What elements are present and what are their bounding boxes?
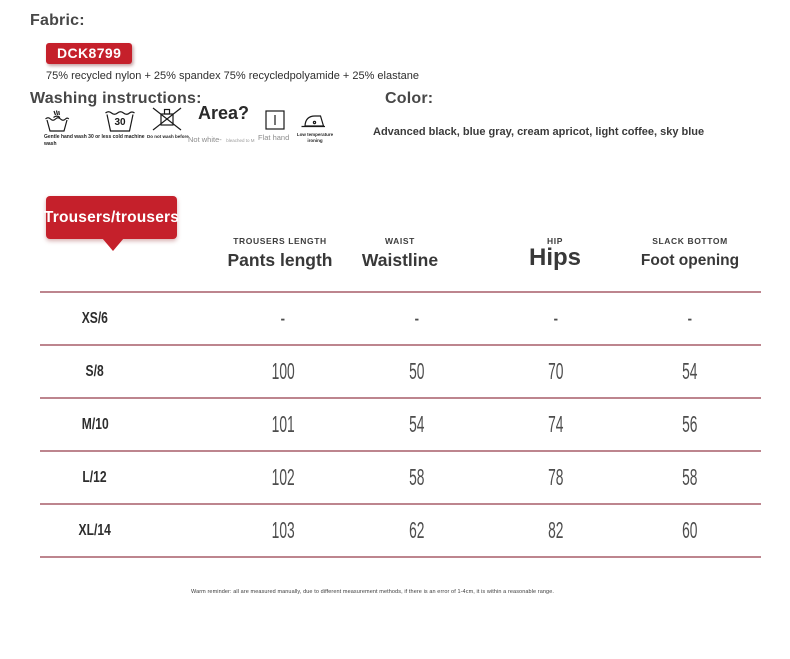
drip-dry-icon	[263, 108, 287, 132]
color-options-text: Advanced black, blue gray, cream apricot, light coffee, sky blue	[373, 126, 705, 138]
pants-length-cell: 101	[271, 411, 295, 437]
column-header-small-hip: HIP	[547, 236, 563, 246]
waist-cell: -	[414, 305, 420, 331]
table-row	[40, 346, 761, 399]
fabric-code-badge: DCK8799	[46, 43, 132, 64]
column-header-hips: Hips	[528, 244, 581, 271]
column-header-foot-opening: Foot opening	[640, 252, 740, 269]
column-header-waistline: Waistline	[361, 250, 439, 270]
size-label-cell: S/8	[85, 362, 105, 380]
flat-dry-caption: Flat hand	[258, 133, 290, 142]
column-header-small-slack-bottom: SLACK BOTTOM	[652, 236, 728, 246]
size-label-cell: M/10	[81, 415, 109, 433]
pants-length-cell: -	[280, 305, 286, 331]
fabric-heading: Fabric:	[30, 12, 85, 29]
color-heading: Color:	[385, 90, 434, 107]
foot-opening-cell: -	[687, 305, 693, 331]
tab-trousers[interactable]: Trousers/trousers	[46, 196, 177, 239]
column-header-small-waist: WAIST	[385, 236, 415, 246]
measurement-disclaimer: Warm reminder: all are measured manually, due to different measurement methods, if there is an error of 1-4cm, it is within a reasonable range.	[191, 589, 554, 595]
hip-cell: 82	[548, 517, 564, 543]
size-table	[40, 291, 761, 558]
iron-caption: Low temperature ironing	[296, 132, 334, 144]
waist-cell: 50	[409, 358, 425, 384]
table-row	[40, 293, 761, 346]
iron-icon	[299, 109, 327, 131]
foot-opening-cell: 60	[682, 517, 698, 543]
area-caption-sub: bleached to M	[226, 138, 255, 143]
washing-instructions-heading: Washing instructions:	[30, 90, 202, 107]
machine-wash-30-icon	[103, 106, 137, 133]
do-not-wash-icon	[152, 106, 182, 132]
area-caption	[188, 129, 266, 147]
size-label-cell: L/12	[82, 468, 108, 486]
pants-length-cell: 103	[271, 517, 295, 543]
area-label: Area?	[198, 103, 250, 123]
pants-length-cell: 100	[271, 358, 295, 384]
hand-wash-caption: Gentle hand wash 30 or less cold machine wash	[44, 134, 145, 147]
waist-cell: 62	[409, 517, 425, 543]
hip-cell: 78	[548, 464, 564, 490]
size-label-cell: XS/6	[81, 309, 109, 327]
hip-cell: -	[553, 305, 559, 331]
pants-length-cell: 102	[271, 464, 295, 490]
area-caption-main: Not white-	[188, 135, 222, 144]
foot-opening-cell: 56	[682, 411, 698, 437]
column-header-small-trousers-length: TROUSERS LENGTH	[233, 236, 327, 246]
column-header-pants-length: Pants length	[227, 250, 333, 270]
waist-cell: 54	[409, 411, 425, 437]
table-row	[40, 399, 761, 452]
wash-temp-text: 30	[114, 117, 126, 128]
waist-cell: 58	[409, 464, 425, 490]
tab-pointer-icon	[102, 238, 124, 251]
do-not-wash-caption: Do not wash before	[147, 134, 189, 139]
hip-cell: 74	[548, 411, 564, 437]
foot-opening-cell: 54	[682, 358, 698, 384]
table-row	[40, 452, 761, 505]
hand-wash-icon	[43, 109, 71, 133]
table-row	[40, 505, 761, 558]
foot-opening-cell: 58	[682, 464, 698, 490]
size-label-cell: XL/14	[78, 521, 112, 539]
fabric-composition-text: 75% recycled nylon + 25% spandex 75% recycledpolyamide + 25% elastane	[46, 70, 420, 82]
hip-cell: 70	[548, 358, 564, 384]
